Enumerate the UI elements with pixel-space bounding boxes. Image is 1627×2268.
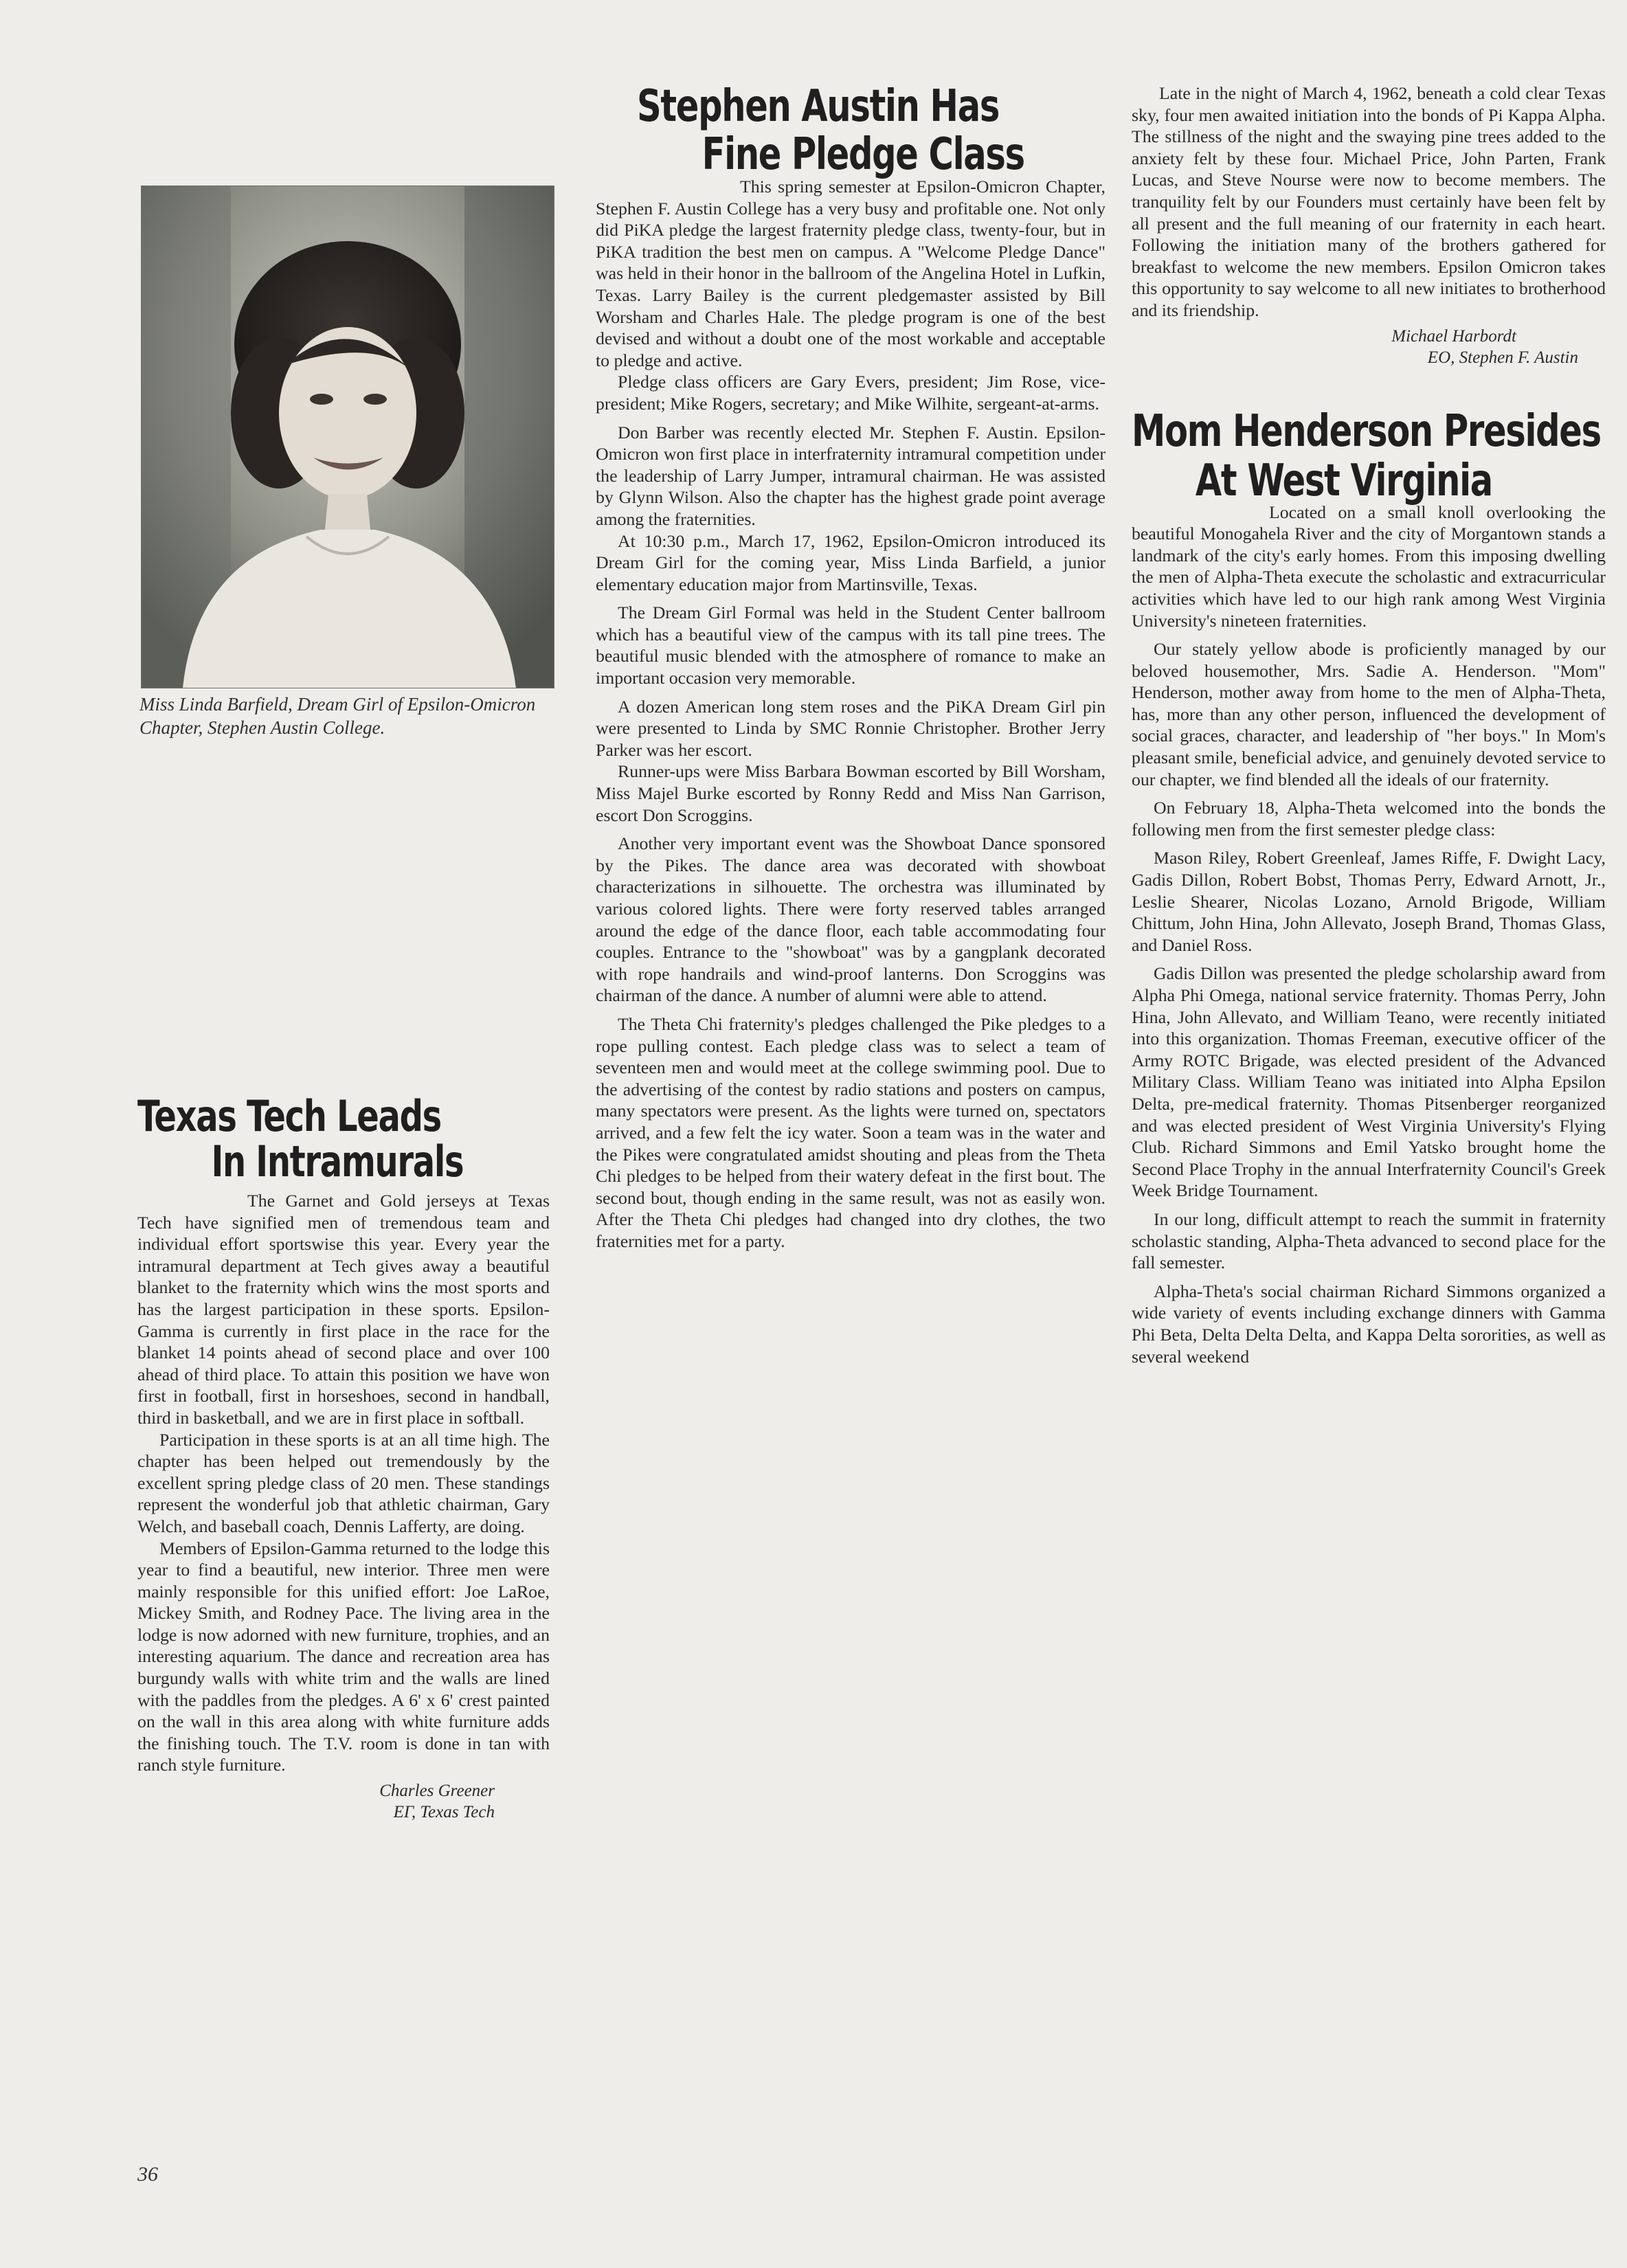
portrait-illustration: [142, 186, 554, 688]
right-column: [1132, 82, 1606, 1367]
photo-caption: Miss Linda Barfield, Dream Girl of Epsilon-Omicron Chapter, Stephen Austin College.: [139, 694, 536, 738]
stephen-austin-article: [596, 82, 1106, 1253]
paragraph: At 10:30 p.m., March 17, 1962, Epsilon-Omicron introduced its Dream Girl for the coming year, Miss Linda Barfield, a junior elementary education major from Martinsville, Texas.: [596, 530, 1106, 594]
paragraph: Alpha-Theta's social chairman Richard Simmons organized a wide variety of events including exchange dinners with Gamma Phi Beta, Delta Delta Delta, and Kappa Delta sororities, as well as several weekend: [1132, 1281, 1606, 1367]
signature-chapter: EO, Stephen F. Austin: [1427, 348, 1578, 367]
paragraph: A dozen American long stem roses and the PiKA Dream Girl pin were presented to Linda by SMC Ronnie Christopher. Brother Jerry Parker was her escort.: [596, 696, 1106, 760]
paragraph: Mason Riley, Robert Greenleaf, James Riffe, F. Dwight Lacy, Gadis Dillon, Robert Bobst, Thomas Perry, Edward Arnott, Jr., Leslie Shearer, Nicolas Lozano, Arnold Brigode, William Chittum, John Hina, John Allevato, Joseph Brand, Thomas Glass, and Daniel Ross.: [1132, 848, 1606, 955]
stephen-austin-headline: [637, 82, 1040, 179]
paragraph: The Garnet and Gold jerseys at Texas Tech have signified men of tremendous team and individual effort sportswise this year. Every year the intramural department at Tech gives away a beautiful blanket to the fraternity which wins the most sports and has the largest participation in these sports. Epsilon-Gamma is currently in first place in the race for the blanket 14 points ahead of second place and over 100 ahead of third place. To attain this position we have won first in football, first in horseshoes, second in handball, third in basketball, and we are in first place in softball.: [137, 1191, 550, 1428]
west-virginia-article: [1132, 407, 1606, 1368]
continuation-paragraph: Late in the night of March 4, 1962, beneath a cold clear Texas sky, four men awaited initiation into the bonds of Pi Kappa Alpha. The stillness of the night and the swaying pine trees added to the anxiety felt by these four. Michael Price, John Parten, Frank Lucas, and Steve Nourse were now to become members. The tranquility felt by our Founders must certainly have been felt by all present and the full meaning of our fraternity in each heart. Following the initiation many of the brothers gathered for breakfast to welcome the new members. Epsilon Omicron takes this opportunity to say welcome to all new initiates to brotherhood and its friendship.: [1132, 83, 1606, 320]
paragraph: Located on a small knoll overlooking the beautiful Monogahela River and the city of Morgantown stands a landmark of the city's early homes. From this imposing dwelling the men of Alpha-Theta execute the scholastic and extracurricular activities which have led to our high rank among West Virginia University's nineteen fraternities.: [1132, 502, 1606, 631]
texas-tech-headline: [137, 1091, 492, 1187]
paragraph: Members of Epsilon-Gamma returned to the lodge this year to find a beautiful, new interior. Three men were mainly responsible for this unified effort: Joe LaRoe, Mickey Smith, and Rodney Pace. The living area in the lodge is now adorned with new furniture, trophies, and an interesting aquarium. The dance and recreation area has burgundy walls with white trim and the walls are lined with the paddles from the pledges. A 6' x 6' crest painted on the wall in this area along with white furniture adds the finishing touch. The T.V. room is done in tan with ranch style furniture.: [137, 1538, 550, 1775]
headline-line-2: At West Virginia: [1195, 455, 1492, 506]
paragraph: This spring semester at Epsilon-Omicron Chapter, Stephen F. Austin College has a very busy and profitable one. Not only did PiKA pledge the largest fraternity pledge class, twenty-four, but in PiKA tradition the best men on campus. A "Welcome Pledge Dance" was held in their honor in the ballroom of the Angelina Hotel in Lufkin, Texas. Larry Bailey is the current pledgemaster assisted by Bill Worsham and Charles Hale. The pledge program is one of the best devised and without a doubt one of the most workable and acceptable to pledge and active.: [596, 177, 1106, 370]
paragraph: In our long, difficult attempt to reach the summit in fraternity scholastic standing, Alpha-Theta advanced to second place for the fall semester.: [1132, 1209, 1606, 1273]
paragraph: Our stately yellow abode is proficiently managed by our beloved housemother, Mrs. Sadie A. Henderson. "Mom" Henderson, mother away from home to the men of Alpha-Theta, has, more than any other person, influenced the development of social graces, character, and leadership of "her boys." In Mom's pleasant smile, beneficial advice, and genuinely devoted service to our chapter, we find blended all the ideals of our fraternity.: [1132, 639, 1606, 789]
paragraph: The Dream Girl Formal was held in the Student Center ballroom which has a beautiful view of the campus with its tall pine trees. The beautiful music blended with the atmosphere of romance to make an important occasion very memorable.: [596, 603, 1106, 688]
paragraph: Gadis Dillon was presented the pledge scholarship award from Alpha Phi Omega, national service fraternity. Thomas Perry, John Hina, John Allevato, and William Teano, were recently initiated into this organization. Thomas Freeman, executive officer of the Army ROTC Brigade, was elected president of the Advanced Military Class. William Teano was initiated into Alpha Epsilon Delta, pre-medical fraternity. Thomas Pitsenberger reorganized and was elected president of West Virginia University's Flying Club. Richard Simmons and Emil Yatsko brought home the Second Place Trophy in the annual Interfraternity Council's Greek Week Bridge Tournament.: [1132, 963, 1606, 1201]
headline-line-2: In Intramurals: [211, 1136, 464, 1187]
paragraph: Participation in these sports is at an all time high. The chapter has been helped out tremendously by the excellent spring pledge class of 20 men. These standings represent the wonderful job that athletic chairman, Gary Welch, and baseball coach, Dennis Lafferty, are doing.: [137, 1429, 550, 1536]
signature-chapter: EΓ, Texas Tech: [393, 1803, 495, 1822]
paragraph: The Theta Chi fraternity's pledges challenged the Pike pledges to a rope pulling contest. Each pledge class was to select a team of seventeen men and would meet at the college swimming pool. Due to the advertising of the contest by radio stations and posters on campus, many spectators were present. As the lights were turned on, spectators arrived, and a few felt the icy water. Soon a team was in the water and the Pikes were congratulated amidst shouting and pleas from the Theta Chi pledges to be helped from their watery defeat in the first bout. The second bout, though ending in the same result, was not as easily won. After the Theta Chi pledges had changed into dry clothes, the two fraternities met for a party.: [596, 1013, 1106, 1251]
headline-line-1: Mom Henderson Presides: [1132, 405, 1601, 457]
texas-tech-article: [137, 1091, 550, 1823]
headline-line-1: Texas Tech Leads: [137, 1091, 441, 1141]
dream-girl-photo: [141, 186, 554, 688]
headline-line-1: Stephen Austin Has: [637, 81, 1000, 132]
paragraph: Don Barber was recently elected Mr. Stephen F. Austin. Epsilon-Omicron won first place in interfraternity intramural competition under the leadership of Larry Jumper, intramural chairman. He was assisted by Glynn Wilson. Also the chapter has the highest grade point average among the fraternities.: [596, 422, 1106, 529]
page-number: 36: [137, 2163, 158, 2186]
signature-name: Michael Harbordt: [1391, 326, 1516, 346]
paragraph: Pledge class officers are Gary Evers, president; Jim Rose, vice-president; Mike Rogers, secretary; and Mike Wilhite, sergeant-at-arms.: [596, 372, 1106, 414]
west-virginia-headline: [1132, 405, 1601, 506]
paragraph: Runner-ups were Miss Barbara Bowman escorted by Bill Worsham, Miss Majel Burke escorted by Ronny Redd and Miss Nan Garrison, escort Don Scroggins.: [596, 761, 1106, 825]
paragraph: On February 18, Alpha-Theta welcomed into the bonds the following men from the first semester pledge class:: [1132, 798, 1606, 840]
paragraph: Another very important event was the Showboat Dance sponsored by the Pikes. The dance area was decorated with showboat characterizations in silhouette. The orchestra was illuminated by various colored lights. There were forty reserved tables arranged around the edge of the dance floor, each table accommodating four couples. Entrance to the "showboat" was by a gangplank decorated with rope handrails and wind-proof lanterns. Don Scroggins was chairman of the dance. A number of alumni were able to attend.: [596, 833, 1106, 1006]
signature-name: Charles Greener: [379, 1782, 495, 1801]
headline-line-2: Fine Pledge Class: [702, 129, 1024, 180]
